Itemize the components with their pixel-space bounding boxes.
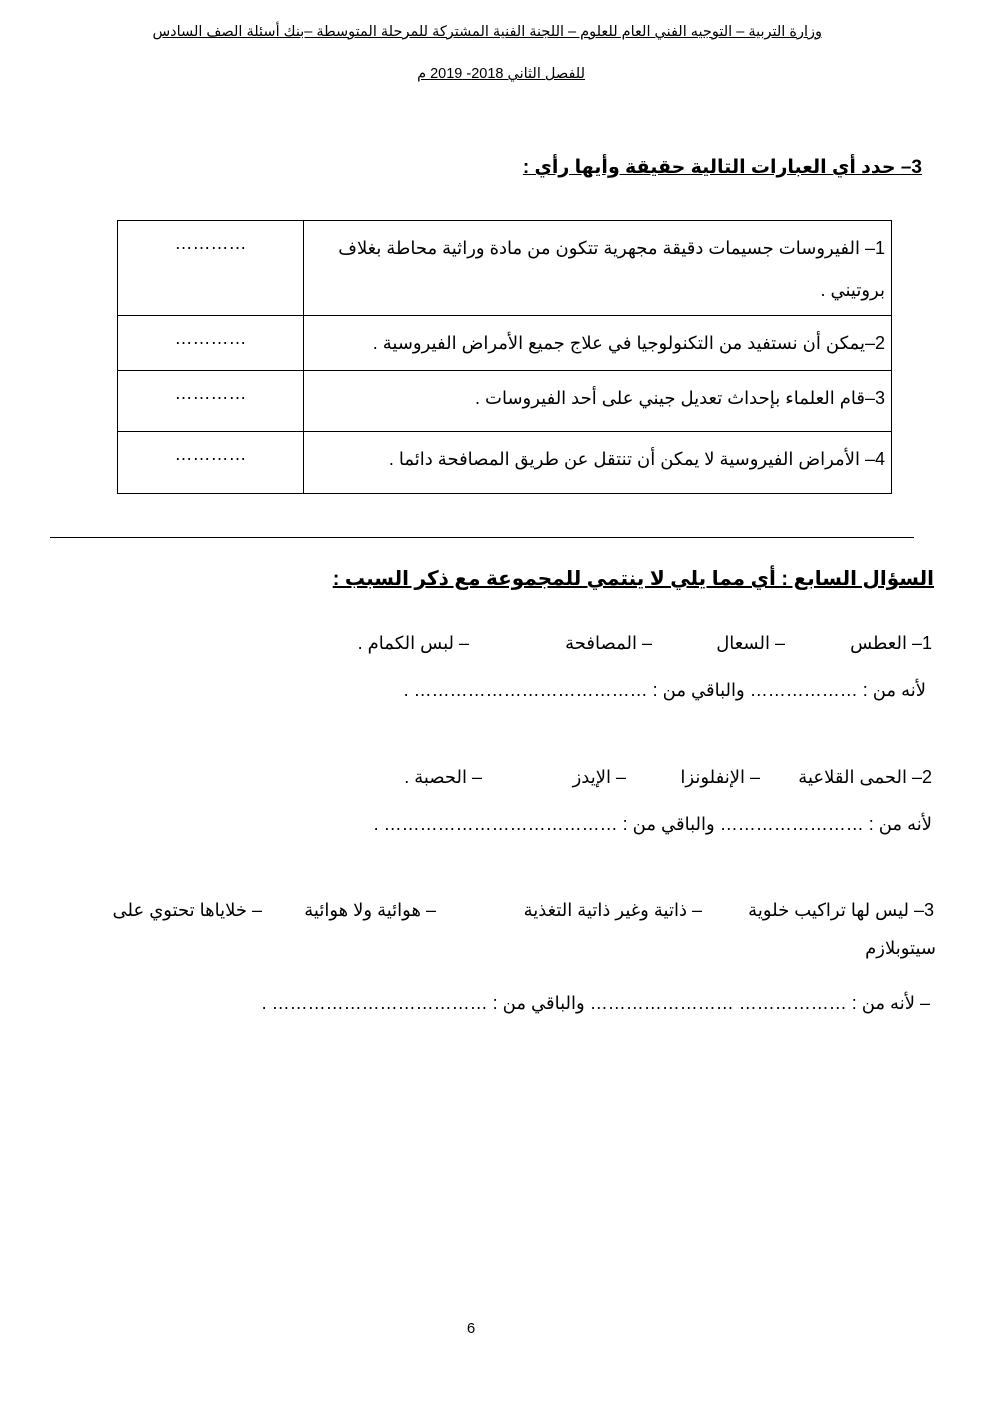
group-2-reason[interactable]: لأنه من : …………………… والباقي من : ………………………………… . — [373, 814, 932, 834]
answer-blank[interactable]: ………… — [118, 371, 304, 432]
section-divider — [50, 537, 914, 538]
group-1-item-4: – لبس الكمام . — [357, 633, 469, 653]
statement-cell: 1– الفيروسات جسيمات دقيقة مجهرية تتكون من مادة وراثية محاطة بغلاف بروتيني . — [304, 221, 892, 316]
question-3-title: 3– حدد أي العبارات التالية حقيقة وأيها رأي : — [522, 157, 922, 178]
statement-cell: 2–يمكن أن نستفيد من التكنولوجيا في علاج جميع الأمراض الفيروسية . — [304, 316, 892, 371]
answer-blank[interactable]: ………… — [118, 221, 304, 316]
group-1-item-1: 1– العطس — [850, 633, 932, 653]
group-3-item-3: – هوائية ولا هوائية — [304, 900, 436, 920]
question-7-title: السؤال السابع : أي مما يلي لا ينتمي للمجموعة مع ذكر السبب : — [332, 568, 934, 590]
group-3-item-4-continued: سيتوبلازم — [865, 938, 936, 958]
table-row — [118, 432, 892, 494]
statement-cell: 4– الأمراض الفيروسية لا يمكن أن تنتقل عن طريق المصافحة دائما . — [304, 432, 892, 494]
group-2-item-4: – الحصبة . — [404, 767, 482, 787]
group-3-reason[interactable]: – لأنه من : ……………… …………………… والباقي من : ……………………………… . — [261, 993, 930, 1013]
page-number: 6 — [466, 1320, 476, 1337]
group-1-item-3: – المصافحة — [565, 633, 652, 653]
fact-opinion-table — [117, 220, 892, 494]
group-3-item-1: 3– ليس لها تراكيب خلوية — [748, 900, 934, 920]
group-2-item-1: 2– الحمى القلاعية — [798, 767, 932, 787]
table-row — [118, 221, 892, 316]
statement-cell: 3–قام العلماء بإحداث تعديل جيني على أحد الفيروسات . — [304, 371, 892, 432]
answer-blank[interactable]: ………… — [118, 316, 304, 371]
table-row — [118, 371, 892, 432]
answer-blank[interactable]: ………… — [118, 432, 304, 494]
header-ministry-line: وزارة التربية – التوجيه الفني العام للعلوم – اللجنة الفنية المشتركة للمرحلة المتوسطة –بنك أسئلة الصف السادس — [152, 24, 822, 40]
group-1-item-2: – السعال — [716, 633, 785, 653]
header-semester-line: للفصل الثاني 2018- 2019 م — [417, 66, 585, 82]
table-row — [118, 316, 892, 371]
group-2-item-2: – الإنفلونزا — [680, 767, 760, 787]
group-1-reason[interactable]: لأنه من : ……………… والباقي من : ………………………………… . — [403, 680, 926, 700]
group-3-item-4: – خلاياها تحتوي على — [112, 900, 262, 920]
group-3-item-2: – ذاتية وغير ذاتية التغذية — [523, 900, 702, 920]
group-2-item-3: – الإيدز — [572, 767, 626, 787]
